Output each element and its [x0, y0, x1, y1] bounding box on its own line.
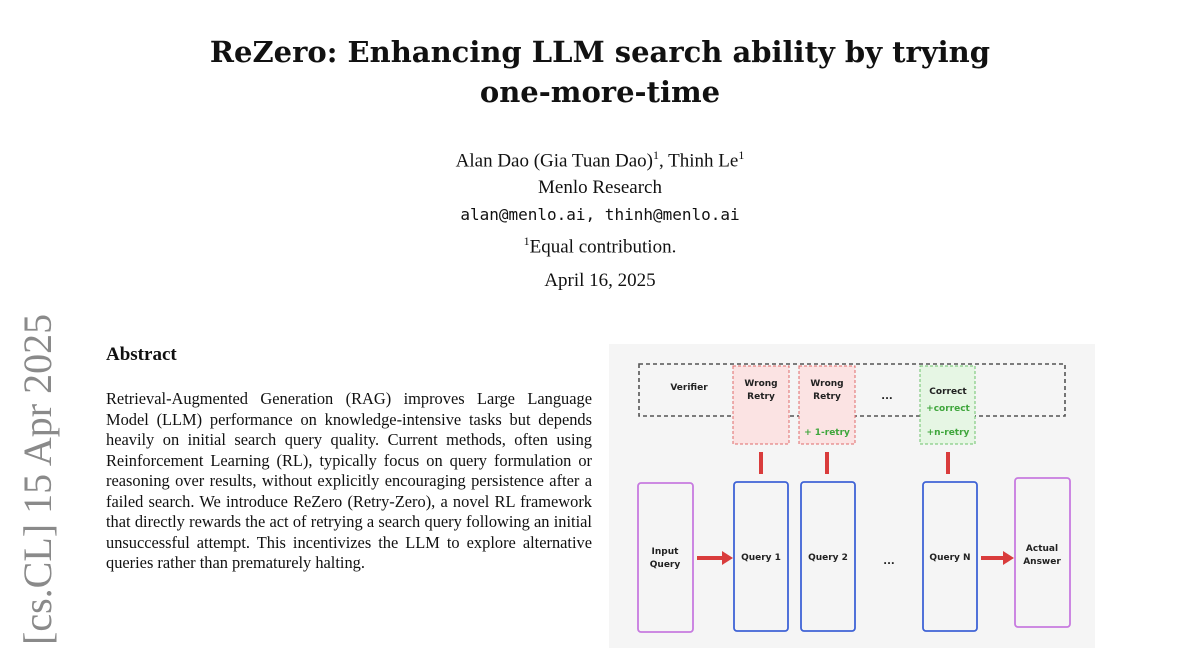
- wrong-retry-2-label-2: Retry: [813, 392, 841, 402]
- contribution-text: Equal contribution.: [529, 236, 677, 258]
- ellipsis-top: ...: [881, 391, 893, 402]
- input-query-label-2: Query: [649, 560, 681, 570]
- actual-answer-label-2: Answer: [1023, 557, 1061, 567]
- verifier-label: Verifier: [670, 383, 708, 393]
- author-separator: ,: [659, 150, 669, 172]
- paper-date: April 16, 2025: [544, 270, 656, 291]
- plus-correct-label: +correct: [926, 404, 970, 414]
- arrow-head-input: [722, 551, 733, 565]
- affiliation: Menlo Research: [538, 177, 662, 199]
- query-2-label: Query 2: [808, 553, 848, 563]
- actual-answer-label-1: Actual: [1025, 544, 1059, 554]
- author-block: [300, 142, 900, 261]
- input-query-label-1: Input: [651, 547, 679, 557]
- arxiv-identifier: [cs.CL] 15 Apr 2025: [15, 313, 60, 645]
- ellipsis-bottom: ...: [883, 556, 895, 567]
- author-emails: alan@menlo.ai, thinh@menlo.ai: [460, 205, 740, 225]
- query-1-label: Query 1: [741, 553, 781, 563]
- query-n-label: Query N: [929, 553, 971, 563]
- author-line: [300, 142, 900, 174]
- input-query-box: [638, 483, 693, 632]
- contribution-sup: 1: [523, 234, 530, 249]
- wrong-retry-1-label-2: Retry: [747, 392, 775, 402]
- wrong-retry-1-box: [733, 366, 789, 444]
- paper-title: [150, 32, 1050, 112]
- wrong-retry-2-label-1: Wrong: [810, 379, 844, 389]
- plus-n-retry-label: +n-retry: [926, 428, 970, 438]
- author-1: Alan Dao (Gia Tuan Dao): [455, 150, 653, 172]
- title-line-2: one-more-time: [479, 75, 721, 109]
- rezero-diagram: [609, 344, 1095, 648]
- plus-1-retry-label: + 1-retry: [804, 428, 850, 438]
- title-line-1: ReZero: Enhancing LLM search ability by trying: [209, 35, 991, 69]
- correct-label: Correct: [929, 387, 967, 397]
- abstract-text: Retrieval-Augmented Generation (RAG) improves Large Language Model (LLM) performance on knowledge-intensive tasks but depends heavily on initial search query quality. Current methods, often using Reinforcement Learning (RL), typically focus on query formulation or reasoning over results, without explicitly encouraging persistence after a failed search. We introduce ReZero (Retry-Zero), a novel RL framework that directly rewards the act of retrying a search query following an initial unsuccessful attempt. This incentivizes the LLM to explore alternative queries rather than prematurely halting.: [106, 389, 592, 572]
- author-2-affil: 1: [738, 148, 745, 162]
- wrong-retry-1-label-1: Wrong: [744, 379, 778, 389]
- arrow-head-answer: [1003, 551, 1014, 565]
- contribution-note: [300, 228, 900, 260]
- abstract-heading: Abstract: [106, 344, 177, 365]
- author-1-affil: 1: [653, 148, 659, 162]
- author-2: Thinh Le: [668, 150, 739, 172]
